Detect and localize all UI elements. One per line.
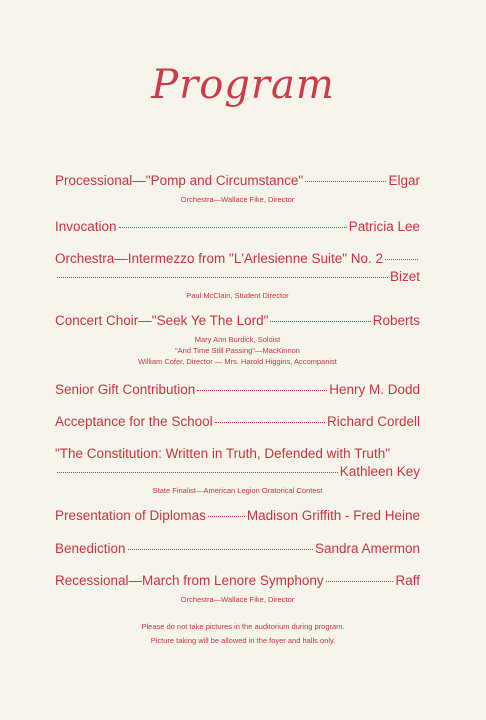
item-performer: Patricia Lee	[348, 219, 420, 234]
program-item	[55, 381, 420, 399]
item-performer: Raff	[395, 573, 420, 588]
footer-notice	[0, 620, 486, 648]
dot-leader	[128, 548, 313, 550]
dot-leader	[385, 258, 418, 260]
item-note: William Cofer, Director — Mrs. Harold Higgins, Accompanist	[138, 357, 337, 366]
program-item	[55, 540, 420, 558]
program-item	[55, 312, 420, 367]
item-performer: Madison Griffith - Fred Heine	[246, 508, 420, 523]
dot-leader	[326, 580, 394, 582]
item-label: Orchestra—Intermezzo from "L'Arlesienne Suite" No. 2	[55, 251, 384, 266]
item-label: "The Constitution: Written in Truth, Defended with Truth"	[55, 446, 390, 461]
item-note: Paul McClain, Student Director	[186, 291, 289, 300]
program-item	[55, 572, 420, 605]
program-item	[55, 413, 420, 431]
item-note: Mary Ann Burdick, Soloist	[194, 335, 281, 344]
item-label: Invocation	[55, 219, 117, 234]
item-performer: Roberts	[372, 313, 420, 328]
program-item	[55, 172, 420, 205]
program-item	[55, 445, 420, 496]
item-label: Concert Choir—"Seek Ye The Lord"	[55, 313, 269, 328]
dot-leader	[119, 226, 347, 228]
program-item	[55, 250, 420, 301]
item-label: Recessional—March from Lenore Symphony	[55, 573, 324, 588]
dot-leader	[57, 471, 338, 473]
item-note: Orchestra—Wallace Fike, Director	[180, 195, 295, 204]
item-performer: Elgar	[388, 173, 420, 188]
dot-leader	[208, 515, 245, 517]
footer-line: Picture taking will be allowed in the foyer and halls only.	[150, 636, 336, 645]
item-performer: Henry M. Dodd	[329, 382, 420, 397]
item-note: Orchestra—Wallace Fike, Director	[180, 595, 295, 604]
item-performer: Richard Cordell	[326, 414, 420, 429]
item-note: State Finalist—American Legion Oratorical Contest	[152, 486, 323, 495]
item-label: Benediction	[55, 541, 126, 556]
dot-leader	[305, 180, 386, 182]
page-title: Program	[151, 62, 335, 108]
program-item	[55, 507, 420, 525]
item-label: Acceptance for the School	[55, 414, 213, 429]
item-label: Processional—"Pomp and Circumstance"	[55, 173, 304, 188]
item-performer: Bizet	[389, 269, 420, 284]
footer-line: Please do not take pictures in the auditorium during program.	[141, 622, 345, 631]
dot-leader	[215, 421, 325, 423]
item-performer: Kathleen Key	[339, 464, 420, 479]
dot-leader	[57, 276, 388, 278]
item-performer: Sandra Amermon	[314, 541, 420, 556]
dot-leader	[197, 389, 327, 391]
item-label: Presentation of Diplomas	[55, 508, 206, 523]
program-item	[55, 218, 420, 236]
item-label: Senior Gift Contribution	[55, 382, 196, 397]
dot-leader	[270, 320, 370, 322]
item-note: "And Time Still Passing"—MacKinnon	[175, 346, 300, 355]
